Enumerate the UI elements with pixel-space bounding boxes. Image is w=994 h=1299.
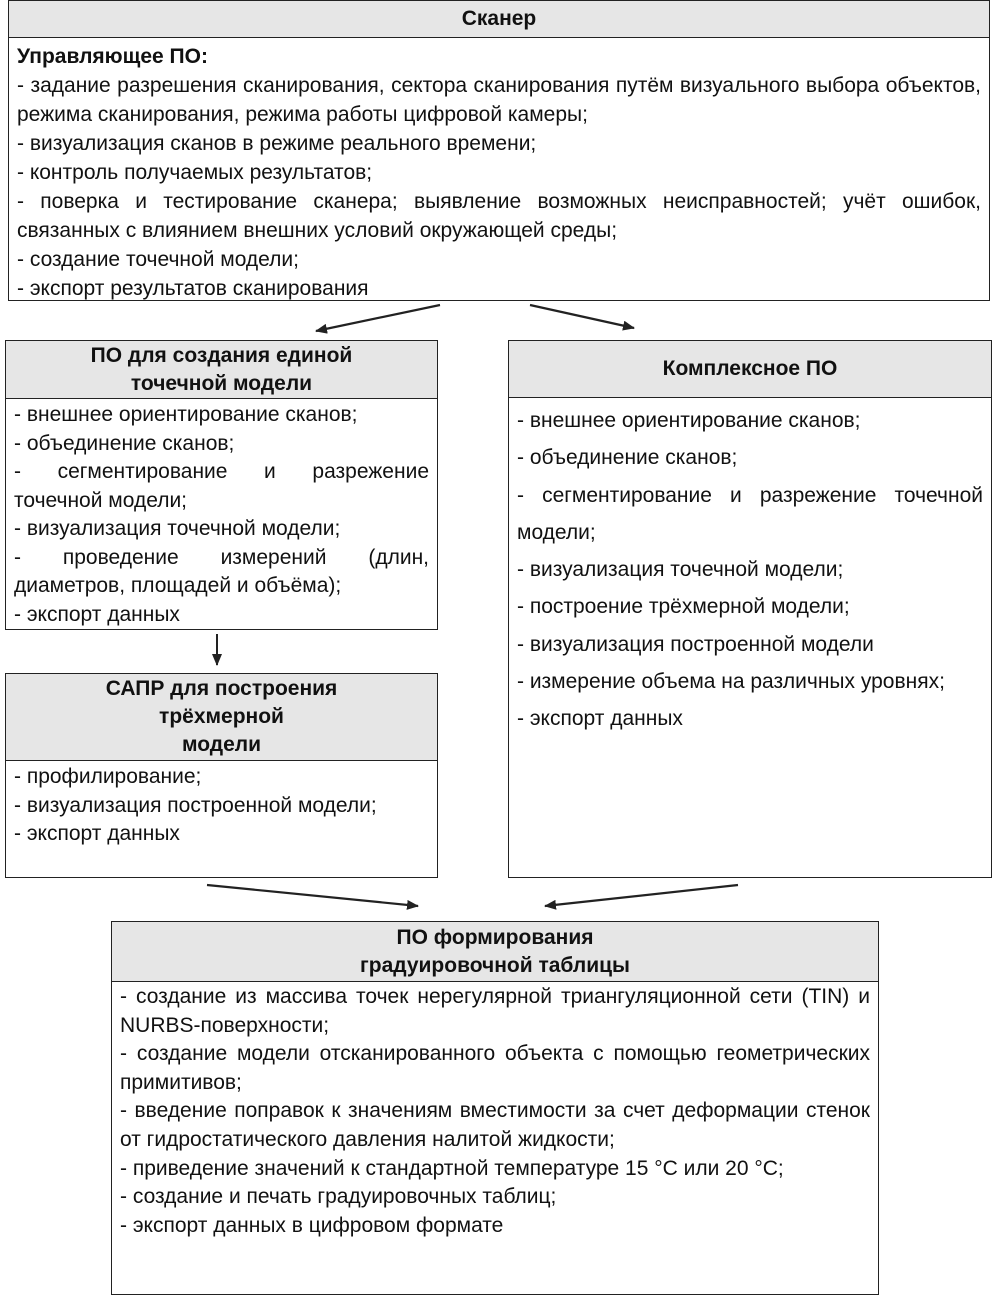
calibration-box [111,921,879,1295]
scanner-box [8,0,990,301]
list-item: - объединение сканов; [14,431,235,455]
list-item: - проведение измерений (длин, диаметров, площадей и объёма); [14,545,429,597]
list-item: - визуализация сканов в режиме реального времени; [17,132,537,155]
point-model-title [6,341,437,399]
cad-title-line1: САПР для построения [105,677,338,700]
list-item: - контроль получаемых результатов; [17,161,373,184]
complex-body [509,398,991,738]
calibration-title-line2: градуировочной таблицы [360,953,630,977]
arrow-cad-to-calibration [207,885,418,906]
scanner-body [9,38,989,303]
list-item: - построение трёхмерной модели; [517,595,850,619]
calibration-title [112,922,878,982]
point-model-title-line2: точечной модели [130,371,313,395]
scanner-title: Сканер [9,1,989,38]
list-item: - внешнее ориентирование сканов; [14,403,358,426]
list-item: - внешнее ориентирование сканов; [517,409,861,432]
list-item: - создание и печать градуировочных таблиц; [120,1185,557,1209]
calibration-body [112,982,878,1240]
list-item: - экспорт данных [517,707,683,731]
cad-body [6,761,437,849]
arrow-scanner-to-point-model [316,305,440,331]
list-item: - профилирование; [14,765,202,788]
complex-title: Комплексное ПО [509,341,991,398]
list-item: - визуализация построенной модели; [14,793,377,817]
list-item: - поверка и тестирование сканера; выявление возможных неисправностей; учёт ошибок, связанных с влиянием внешних условий окружающей среды; [17,190,981,242]
list-item: - визуализация точечной модели; [14,517,341,540]
arrow-scanner-to-complex [530,305,634,328]
cad-box [5,673,438,878]
list-item: - экспорт данных [14,822,180,845]
list-item: - экспорт результатов сканирования [17,277,369,300]
list-item: - экспорт данных в цифровом формате [120,1213,504,1237]
list-item: - визуализация точечной модели; [517,558,844,582]
list-item: - введение поправок к значениям вместимости за счет деформации стенок от гидростатического давления налитой жидкости; [120,1099,870,1151]
list-item: - сегментирование и разрежение точечной модели; [14,460,429,512]
cad-title-line3: модели [181,733,262,756]
complex-box [508,340,992,878]
point-model-body [6,399,437,629]
list-item: - приведение значений к стандартной температуре 15 °С или 20 °С; [120,1156,784,1180]
list-item: - визуализация построенной модели [517,632,874,656]
cad-title [6,674,437,761]
list-item: - создание точечной модели; [17,248,299,271]
list-item: - экспорт данных [14,602,180,626]
arrow-complex-to-calibration [545,885,738,906]
list-item: - объединение сканов; [517,446,738,470]
list-item: - измерение объема на различных уровнях; [517,670,945,694]
scanner-subtitle: Управляющее ПО: [17,45,208,68]
list-item: - создание из массива точек нерегулярной триангуляционной сети (TIN) и NURBS-поверхности; [120,985,870,1037]
point-model-box [5,340,438,630]
list-item: - создание модели отсканированного объекта с помощью геометрических примитивов; [120,1042,870,1094]
calibration-title-line1: ПО формирования [396,925,594,949]
list-item: - задание разрешения сканирования, сектора сканирования путём визуального выбора объектов, режима сканирования, режима работы цифровой камеры; [17,74,981,126]
point-model-title-line1: ПО для создания единой [90,343,353,367]
cad-title-line2: трёхмерной [159,705,284,728]
list-item: - сегментирование и разрежение точечной модели; [517,483,983,544]
